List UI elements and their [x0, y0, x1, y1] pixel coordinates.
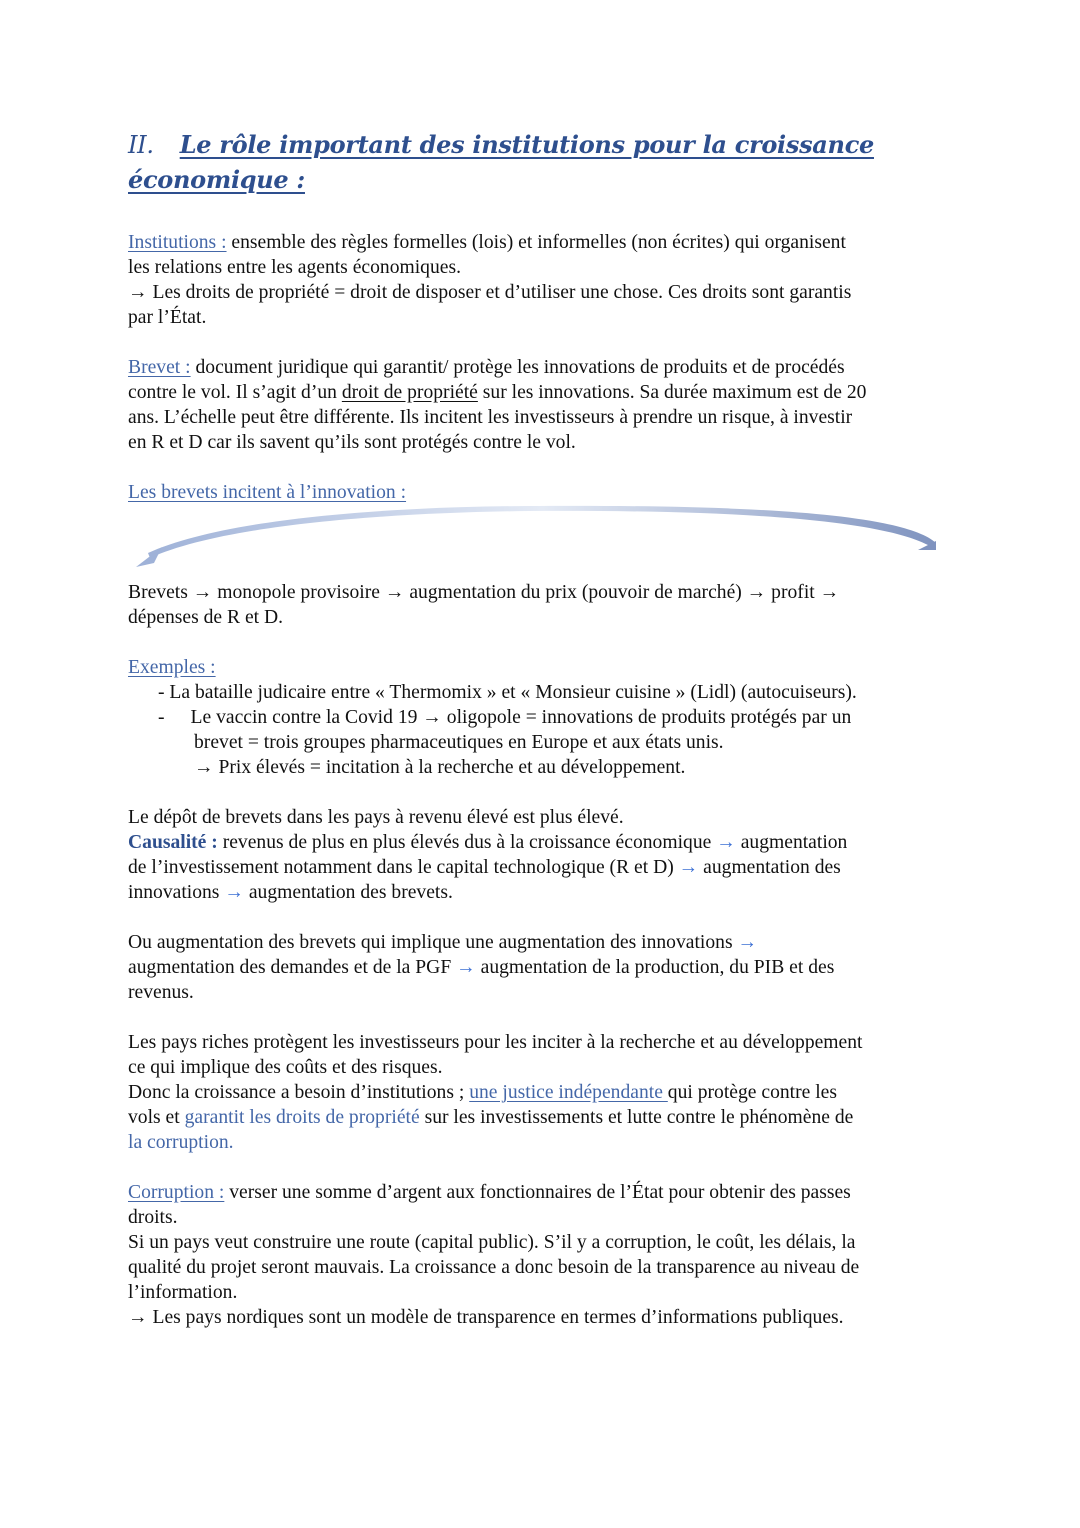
- text: augmentation: [735, 832, 848, 853]
- paragraph-institutions: [128, 230, 968, 330]
- arrow-icon: →: [737, 932, 758, 953]
- text: Les pays riches protègent les investisseurs pour les inciter à la recherche et au développement: [128, 1032, 863, 1053]
- text: innovations: [128, 882, 225, 903]
- text: sur les innovations. Sa durée maximum est de 20: [477, 382, 867, 403]
- text: augmentation des demandes et de la PGF: [128, 957, 457, 978]
- text: qualité du projet seront mauvais. La croissance a donc besoin de la transparence au niveau de: [128, 1257, 860, 1278]
- paragraph-corruption: [128, 1180, 968, 1330]
- text: dépenses de R et D.: [128, 607, 284, 628]
- text: ensemble des règles formelles (lois) et informelles (non écrites) qui organisent: [226, 232, 846, 253]
- heading-exemples: Exemples :: [128, 657, 216, 678]
- text: Le vaccin contre la Covid 19 → oligopole = innovations de produits protégés par un: [190, 707, 852, 728]
- text: sur les investissements et lutte contre le phénomène de: [419, 1107, 854, 1128]
- text: qui protège contre les: [667, 1082, 838, 1103]
- paragraph-ou: [128, 930, 968, 1005]
- text: en R et D car ils savent qu’ils sont protégés contre le vol.: [128, 432, 576, 453]
- text: Donc la croissance a besoin d’institutions ;: [128, 1082, 470, 1103]
- text: → Les droits de propriété = droit de disposer et d’utiliser une chose. Ces droits sont garantis: [128, 282, 852, 303]
- paragraph-exemples: [128, 655, 968, 780]
- highlight-droits: garantit les droits de propriété: [184, 1107, 420, 1128]
- highlight-justice: une justice indépendante: [469, 1082, 668, 1103]
- term-causalite: Causalité :: [128, 832, 218, 853]
- section-title-cont: [128, 165, 305, 194]
- text: ans. L’échelle peut être différente. Ils incitent les investisseurs à prendre un risque, à investir: [128, 407, 853, 428]
- arrow-icon: →: [716, 832, 736, 853]
- text: → Les pays nordiques sont un modèle de transparence en termes d’informations publiques.: [128, 1307, 844, 1328]
- text: par l’État.: [128, 307, 207, 328]
- text: → Prix élevés = incitation à la recherche et au développement.: [194, 757, 686, 778]
- text: Brevets → monopole provisoire → augmentation du prix (pouvoir de marché) → profit →: [128, 582, 840, 603]
- underlined-text: droit de propriété: [341, 382, 478, 403]
- paragraph-riches: [128, 1030, 968, 1155]
- heading-incitent: Les brevets incitent à l’innovation :: [128, 482, 407, 503]
- term-corruption: Corruption :: [128, 1182, 225, 1203]
- text: Ou augmentation des brevets qui implique une augmentation des innovations: [128, 932, 738, 953]
- section-title: [128, 130, 874, 159]
- text: ce qui implique des coûts et des risques.: [128, 1057, 443, 1078]
- text: augmentation de la production, du PIB et des: [475, 957, 835, 978]
- text: de l’investissement notamment dans le capital technologique (R et D): [128, 857, 679, 878]
- arrow-icon: →: [224, 882, 244, 903]
- text: Le dépôt de brevets dans les pays à revenu élevé est plus élevé.: [128, 807, 624, 828]
- bullet-dash: -: [158, 707, 165, 728]
- text: les relations entre les agents économiques.: [128, 257, 461, 278]
- curved-arrow-icon: [128, 505, 968, 580]
- text: brevet = trois groupes pharmaceutiques en Europe et aux états unis.: [194, 732, 724, 753]
- term-brevet: Brevet :: [128, 357, 191, 378]
- text: Si un pays veut construire une route (capital public). S’il y a corruption, le coût, les délais, la: [128, 1232, 856, 1253]
- text: revenus.: [128, 982, 194, 1003]
- text: verser une somme d’argent aux fonctionnaires de l’État pour obtenir des passes: [224, 1182, 851, 1203]
- paragraph-incitent: [128, 480, 968, 630]
- text: augmentation des brevets.: [243, 882, 453, 903]
- text: document juridique qui garantit/ protège les innovations de produits et de procédés: [190, 357, 845, 378]
- term-institutions: Institutions :: [128, 232, 227, 253]
- text: vols et: [128, 1107, 185, 1128]
- section-title-line1: Le rôle important des institutions pour la croissance: [179, 130, 874, 159]
- arrow-icon: →: [678, 857, 699, 878]
- text: l’information.: [128, 1282, 238, 1303]
- highlight-corruption: la corruption.: [128, 1132, 234, 1153]
- list-item: - La bataille judicaire entre « Thermomix » et « Monsieur cuisine » (Lidl) (autocuiseurs).: [158, 682, 857, 703]
- paragraph-depot: [128, 805, 968, 905]
- document-body: [128, 230, 968, 1330]
- text: droits.: [128, 1207, 178, 1228]
- text: contre le vol. Il s’agit d’un: [128, 382, 342, 403]
- section-title-line2: économique :: [128, 165, 305, 194]
- list-item: [128, 705, 968, 730]
- text: augmentation des: [698, 857, 841, 878]
- section-numeral: II.: [128, 131, 154, 159]
- paragraph-brevet: [128, 355, 968, 455]
- text: revenus de plus en plus élevés dus à la croissance économique: [217, 832, 717, 853]
- arrow-icon: →: [456, 957, 476, 978]
